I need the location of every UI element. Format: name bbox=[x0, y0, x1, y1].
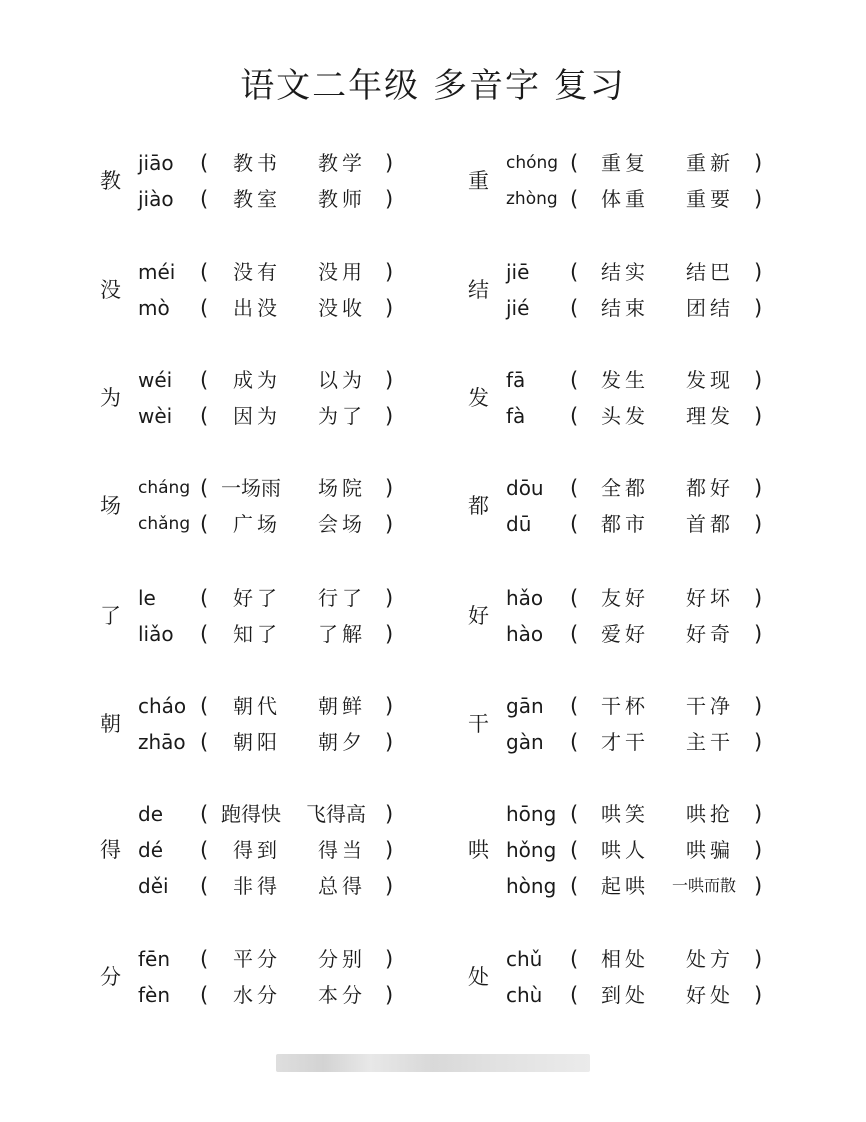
open-paren: ( bbox=[200, 874, 209, 898]
example-word-2: 团结 bbox=[686, 296, 734, 320]
open-paren: ( bbox=[570, 151, 579, 175]
close-paren: ) bbox=[754, 694, 763, 718]
reading-row bbox=[468, 254, 866, 290]
example-word-1: 好了 bbox=[233, 586, 281, 610]
polyphone-character: 了 bbox=[100, 604, 121, 628]
polyphone-entry bbox=[100, 796, 500, 904]
reading-row bbox=[100, 580, 500, 616]
example-word-2: 结巴 bbox=[686, 260, 734, 284]
close-paren: ) bbox=[385, 983, 394, 1007]
polyphone-character: 处 bbox=[468, 965, 489, 989]
reading-row bbox=[100, 977, 500, 1013]
example-word-1: 结实 bbox=[601, 260, 649, 284]
example-word-2: 本分 bbox=[318, 983, 366, 1007]
open-paren: ( bbox=[570, 586, 579, 610]
polyphone-entry bbox=[468, 941, 866, 1013]
reading-row bbox=[100, 941, 500, 977]
example-word-2: 分别 bbox=[318, 947, 366, 971]
pinyin-label: wéi bbox=[138, 368, 173, 392]
polyphone-entry bbox=[468, 796, 866, 904]
example-word-1: 爱好 bbox=[601, 622, 649, 646]
polyphone-character: 结 bbox=[468, 278, 489, 302]
reading-row bbox=[100, 290, 500, 326]
close-paren: ) bbox=[754, 296, 763, 320]
reading-row bbox=[468, 290, 866, 326]
example-word-2: 好奇 bbox=[686, 622, 734, 646]
pinyin-label: fā bbox=[506, 368, 526, 392]
close-paren: ) bbox=[754, 622, 763, 646]
example-word-1: 全都 bbox=[601, 476, 649, 500]
pinyin-label: liǎo bbox=[138, 622, 174, 646]
reading-row bbox=[100, 688, 500, 724]
close-paren: ) bbox=[385, 874, 394, 898]
open-paren: ( bbox=[570, 404, 579, 428]
example-word-1: 非得 bbox=[233, 874, 281, 898]
example-word-1: 知了 bbox=[233, 622, 281, 646]
example-word-2: 朝鲜 bbox=[318, 694, 366, 718]
reading-row bbox=[100, 470, 500, 506]
open-paren: ( bbox=[570, 694, 579, 718]
reading-row bbox=[100, 832, 500, 868]
polyphone-entry bbox=[468, 145, 866, 217]
reading-row bbox=[100, 254, 500, 290]
example-word-1: 友好 bbox=[601, 586, 649, 610]
example-word-1: 干杯 bbox=[601, 694, 649, 718]
close-paren: ) bbox=[754, 476, 763, 500]
example-word-2: 教师 bbox=[318, 187, 366, 211]
open-paren: ( bbox=[570, 874, 579, 898]
open-paren: ( bbox=[200, 586, 209, 610]
open-paren: ( bbox=[570, 802, 579, 826]
close-paren: ) bbox=[385, 947, 394, 971]
example-word-2: 没用 bbox=[318, 260, 366, 284]
close-paren: ) bbox=[385, 512, 394, 536]
polyphone-entry bbox=[468, 254, 866, 326]
example-word-2: 教学 bbox=[318, 151, 366, 175]
open-paren: ( bbox=[570, 947, 579, 971]
polyphone-entry bbox=[468, 688, 866, 760]
polyphone-entry bbox=[468, 580, 866, 652]
polyphone-entry bbox=[100, 362, 500, 434]
polyphone-entry bbox=[100, 145, 500, 217]
example-word-2: 会场 bbox=[318, 512, 366, 536]
reading-row bbox=[468, 470, 866, 506]
open-paren: ( bbox=[200, 802, 209, 826]
reading-row bbox=[468, 977, 866, 1013]
example-word-1: 教书 bbox=[233, 151, 281, 175]
example-word-2: 好处 bbox=[686, 983, 734, 1007]
example-word-2: 为了 bbox=[318, 404, 366, 428]
close-paren: ) bbox=[385, 187, 394, 211]
polyphone-entry bbox=[100, 470, 500, 542]
example-word-2: 首都 bbox=[686, 512, 734, 536]
close-paren: ) bbox=[385, 151, 394, 175]
example-word-1: 成为 bbox=[233, 368, 281, 392]
example-word-1: 没有 bbox=[233, 260, 281, 284]
reading-row bbox=[468, 724, 866, 760]
open-paren: ( bbox=[200, 512, 209, 536]
pinyin-label: jié bbox=[506, 296, 530, 320]
pinyin-label: gān bbox=[506, 694, 544, 718]
polyphone-entry bbox=[100, 580, 500, 652]
close-paren: ) bbox=[754, 151, 763, 175]
example-word-1: 朝代 bbox=[233, 694, 281, 718]
close-paren: ) bbox=[754, 512, 763, 536]
pinyin-label: zhòng bbox=[506, 189, 558, 209]
example-word-1: 因为 bbox=[233, 404, 281, 428]
reading-row bbox=[100, 181, 500, 217]
example-word-1: 结束 bbox=[601, 296, 649, 320]
pinyin-label: fēn bbox=[138, 947, 171, 971]
example-word-1: 都市 bbox=[601, 512, 649, 536]
pinyin-label: hǎo bbox=[506, 586, 544, 610]
close-paren: ) bbox=[754, 838, 763, 862]
example-word-2: 了解 bbox=[318, 622, 366, 646]
example-word-1: 才干 bbox=[601, 730, 649, 754]
open-paren: ( bbox=[200, 622, 209, 646]
pinyin-label: dōu bbox=[506, 476, 544, 500]
reading-row bbox=[468, 688, 866, 724]
close-paren: ) bbox=[754, 802, 763, 826]
example-word-1: 到处 bbox=[601, 983, 649, 1007]
reading-row bbox=[468, 362, 866, 398]
example-word-2: 行了 bbox=[318, 586, 366, 610]
example-word-2: 理发 bbox=[686, 404, 734, 428]
example-word-1: 朝阳 bbox=[233, 730, 281, 754]
pinyin-label: de bbox=[138, 802, 163, 826]
pinyin-label: fà bbox=[506, 404, 526, 428]
example-word-1: 得到 bbox=[233, 838, 281, 862]
open-paren: ( bbox=[200, 838, 209, 862]
close-paren: ) bbox=[754, 947, 763, 971]
close-paren: ) bbox=[754, 404, 763, 428]
pinyin-label: jiào bbox=[138, 187, 174, 211]
close-paren: ) bbox=[754, 586, 763, 610]
open-paren: ( bbox=[200, 476, 209, 500]
pinyin-label: jiē bbox=[506, 260, 530, 284]
open-paren: ( bbox=[200, 260, 209, 284]
reading-row bbox=[100, 868, 500, 904]
pinyin-label: hōng bbox=[506, 802, 557, 826]
polyphone-character: 朝 bbox=[100, 712, 121, 736]
reading-row bbox=[100, 506, 500, 542]
polyphone-character: 教 bbox=[100, 169, 121, 193]
close-paren: ) bbox=[385, 260, 394, 284]
close-paren: ) bbox=[385, 296, 394, 320]
polyphone-character: 场 bbox=[100, 494, 121, 518]
close-paren: ) bbox=[754, 368, 763, 392]
open-paren: ( bbox=[200, 296, 209, 320]
pinyin-label: wèi bbox=[138, 404, 173, 428]
open-paren: ( bbox=[200, 947, 209, 971]
reading-row bbox=[468, 181, 866, 217]
reading-row bbox=[468, 580, 866, 616]
pinyin-label: mò bbox=[138, 296, 170, 320]
pinyin-label: hǒng bbox=[506, 838, 557, 862]
close-paren: ) bbox=[385, 586, 394, 610]
reading-row bbox=[468, 868, 866, 904]
page-title: 语文二年级 多音字 复习 bbox=[240, 66, 626, 106]
open-paren: ( bbox=[570, 983, 579, 1007]
example-word-1: 起哄 bbox=[601, 874, 649, 898]
example-word-2: 发现 bbox=[686, 368, 734, 392]
polyphone-character: 哄 bbox=[468, 838, 489, 862]
close-paren: ) bbox=[385, 802, 394, 826]
example-word-1: 体重 bbox=[601, 187, 649, 211]
polyphone-character: 发 bbox=[468, 386, 489, 410]
close-paren: ) bbox=[385, 476, 394, 500]
example-word-1: 重复 bbox=[601, 151, 649, 175]
open-paren: ( bbox=[200, 694, 209, 718]
pinyin-label: chǎng bbox=[138, 514, 191, 534]
reading-row bbox=[468, 145, 866, 181]
pinyin-label: fèn bbox=[138, 983, 171, 1007]
close-paren: ) bbox=[385, 368, 394, 392]
example-word-1: 一场雨 bbox=[221, 476, 281, 500]
reading-row bbox=[468, 506, 866, 542]
example-word-1: 哄笑 bbox=[601, 802, 649, 826]
close-paren: ) bbox=[385, 622, 394, 646]
pinyin-label: hòng bbox=[506, 874, 557, 898]
example-word-1: 教室 bbox=[233, 187, 281, 211]
example-word-2: 处方 bbox=[686, 947, 734, 971]
close-paren: ) bbox=[385, 694, 394, 718]
polyphone-character: 没 bbox=[100, 278, 121, 302]
open-paren: ( bbox=[200, 404, 209, 428]
reading-row bbox=[100, 724, 500, 760]
example-word-2: 以为 bbox=[318, 368, 366, 392]
pinyin-label: gàn bbox=[506, 730, 544, 754]
open-paren: ( bbox=[200, 983, 209, 1007]
pinyin-label: děi bbox=[138, 874, 169, 898]
pinyin-label: chǔ bbox=[506, 947, 543, 971]
open-paren: ( bbox=[200, 151, 209, 175]
open-paren: ( bbox=[200, 368, 209, 392]
open-paren: ( bbox=[570, 730, 579, 754]
pinyin-label: zhāo bbox=[138, 730, 186, 754]
example-word-1: 广场 bbox=[233, 512, 281, 536]
example-word-2: 都好 bbox=[686, 476, 734, 500]
example-word-2: 飞得高 bbox=[306, 802, 366, 826]
close-paren: ) bbox=[754, 983, 763, 1007]
example-word-1: 水分 bbox=[233, 983, 281, 1007]
reading-row bbox=[100, 796, 500, 832]
close-paren: ) bbox=[385, 838, 394, 862]
pinyin-label: hào bbox=[506, 622, 544, 646]
reading-row bbox=[468, 616, 866, 652]
example-word-1: 平分 bbox=[233, 947, 281, 971]
polyphone-character: 得 bbox=[100, 838, 121, 862]
pinyin-label: chù bbox=[506, 983, 543, 1007]
open-paren: ( bbox=[570, 838, 579, 862]
reading-row bbox=[468, 398, 866, 434]
open-paren: ( bbox=[200, 730, 209, 754]
pinyin-label: dé bbox=[138, 838, 163, 862]
open-paren: ( bbox=[200, 187, 209, 211]
close-paren: ) bbox=[385, 404, 394, 428]
example-word-1: 出没 bbox=[233, 296, 281, 320]
reading-row bbox=[468, 796, 866, 832]
close-paren: ) bbox=[754, 730, 763, 754]
reading-row bbox=[468, 832, 866, 868]
example-word-2: 没收 bbox=[318, 296, 366, 320]
reading-row bbox=[100, 616, 500, 652]
open-paren: ( bbox=[570, 512, 579, 536]
example-word-1: 哄人 bbox=[601, 838, 649, 862]
example-word-2: 一哄而散 bbox=[672, 876, 737, 895]
reading-row bbox=[468, 941, 866, 977]
close-paren: ) bbox=[754, 260, 763, 284]
pinyin-label: jiāo bbox=[138, 151, 174, 175]
example-word-2: 场院 bbox=[318, 476, 366, 500]
example-word-1: 相处 bbox=[601, 947, 649, 971]
pinyin-label: dū bbox=[506, 512, 532, 536]
pinyin-label: le bbox=[138, 586, 156, 610]
example-word-2: 干净 bbox=[686, 694, 734, 718]
reading-row bbox=[100, 145, 500, 181]
example-word-2: 重要 bbox=[686, 187, 734, 211]
polyphone-entry bbox=[468, 470, 866, 542]
pinyin-label: cháo bbox=[138, 694, 187, 718]
example-word-2: 朝夕 bbox=[318, 730, 366, 754]
close-paren: ) bbox=[385, 730, 394, 754]
open-paren: ( bbox=[570, 296, 579, 320]
open-paren: ( bbox=[570, 476, 579, 500]
polyphone-entry bbox=[100, 688, 500, 760]
polyphone-character: 都 bbox=[468, 494, 489, 518]
polyphone-character: 分 bbox=[100, 965, 121, 989]
polyphone-entry bbox=[100, 941, 500, 1013]
open-paren: ( bbox=[570, 622, 579, 646]
example-word-2: 哄骗 bbox=[686, 838, 734, 862]
pinyin-label: chóng bbox=[506, 153, 559, 173]
open-paren: ( bbox=[570, 260, 579, 284]
example-word-2: 好坏 bbox=[686, 586, 734, 610]
example-word-2: 主干 bbox=[686, 730, 734, 754]
polyphone-character: 好 bbox=[468, 604, 489, 628]
polyphone-character: 重 bbox=[468, 169, 489, 193]
open-paren: ( bbox=[570, 187, 579, 211]
reading-row bbox=[100, 398, 500, 434]
pinyin-label: méi bbox=[138, 260, 176, 284]
example-word-2: 哄抢 bbox=[686, 802, 734, 826]
example-word-2: 总得 bbox=[318, 874, 366, 898]
example-word-1: 发生 bbox=[601, 368, 649, 392]
example-word-2: 重新 bbox=[686, 151, 734, 175]
polyphone-character: 为 bbox=[100, 386, 121, 410]
polyphone-character: 干 bbox=[468, 712, 489, 736]
close-paren: ) bbox=[754, 874, 763, 898]
open-paren: ( bbox=[570, 368, 579, 392]
close-paren: ) bbox=[754, 187, 763, 211]
example-word-1: 头发 bbox=[601, 404, 649, 428]
blurred-watermark bbox=[276, 1054, 590, 1072]
reading-row bbox=[100, 362, 500, 398]
pinyin-label: cháng bbox=[138, 478, 191, 498]
polyphone-entry bbox=[468, 362, 866, 434]
example-word-2: 得当 bbox=[318, 838, 366, 862]
example-word-1: 跑得快 bbox=[221, 802, 281, 826]
polyphone-entry bbox=[100, 254, 500, 326]
